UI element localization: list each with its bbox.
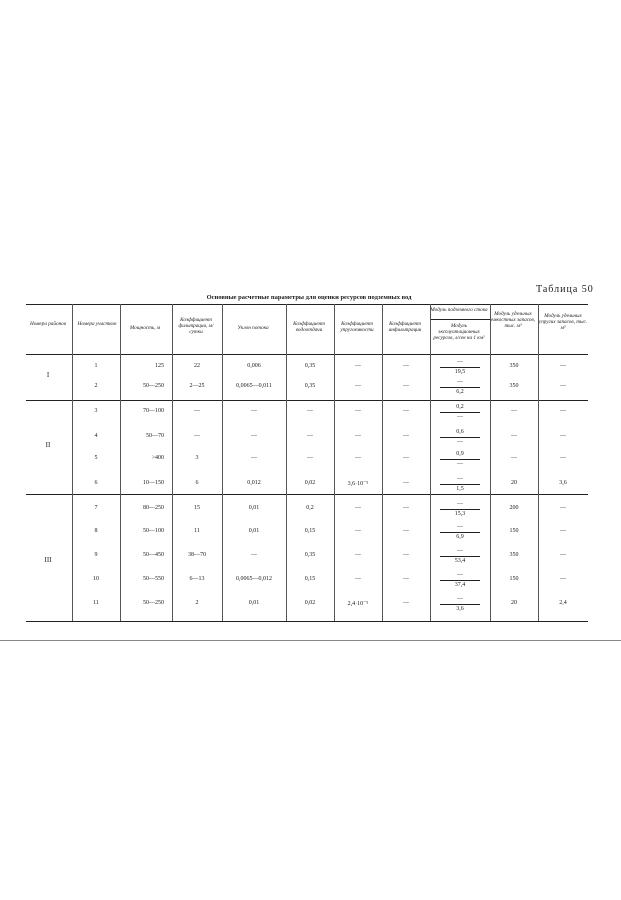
column-rule [538, 304, 539, 621]
header-slope: Уклон потока [237, 325, 269, 331]
cell-infiltration: — [403, 455, 409, 461]
cell-section: 6 [94, 480, 98, 486]
cell-infiltration: — [403, 600, 409, 606]
modulus-denominator: — [457, 461, 463, 467]
cell-elastic-reserves: — [560, 408, 566, 414]
cell-section: 1 [94, 363, 98, 369]
modulus-numerator: 0,6 [440, 428, 480, 438]
cell-infiltration: — [403, 433, 409, 439]
header-elastic: Коэффициент упругоемкости [340, 321, 374, 333]
cell-thickness: 50—70 [146, 433, 164, 439]
cell-modulus [440, 475, 480, 494]
modulus-numerator: — [440, 475, 480, 485]
cell-elastic-reserves: — [560, 505, 566, 511]
cell-filtration: 3 [195, 455, 199, 461]
column-rule [490, 304, 491, 621]
cell-capacity: 350 [509, 552, 519, 558]
cell-section: 4 [94, 433, 98, 439]
table-title: Основные расчетные параметры для оценки ресурсов подземных вод [206, 294, 412, 301]
cell-modulus [440, 571, 480, 590]
cell-elastic: 2,4·10⁻⁵ [347, 601, 369, 607]
cell-elastic-reserves: — [560, 576, 566, 582]
cell-thickness: 125 [155, 363, 164, 369]
cell-slope: 0,0065—0,012 [236, 576, 272, 582]
cell-elastic: 3,6·10⁻⁵ [347, 481, 369, 487]
table-rule [26, 400, 588, 401]
header-capacity: Модуль удельных емкостных запасов, тыс. м³ [490, 311, 536, 329]
cell-capacity: 150 [509, 576, 519, 582]
modulus-denominator: 6,9 [456, 534, 464, 540]
page-rule [0, 640, 621, 641]
modulus-denominator: 1,5 [456, 486, 464, 492]
cell-elastic-reserves: — [560, 433, 566, 439]
cell-elastic-reserves: 2,4 [559, 600, 567, 606]
cell-modulus [440, 450, 480, 469]
cell-infiltration: — [403, 528, 409, 534]
cell-elastic-reserves: — [560, 363, 566, 369]
cell-filtration: 22 [194, 363, 200, 369]
cell-slope: 0,01 [248, 528, 260, 534]
cell-slope: 0,006 [247, 363, 261, 369]
modulus-denominator: — [457, 439, 463, 445]
cell-water-yield: 0,15 [304, 576, 316, 582]
cell-modulus [440, 523, 480, 542]
header-thickness: Мощность, м [129, 325, 161, 331]
table-rule [26, 621, 588, 622]
cell-infiltration: — [403, 552, 409, 558]
cell-filtration: 15 [194, 505, 200, 511]
modulus-numerator: — [440, 358, 480, 368]
modulus-numerator: — [440, 595, 480, 605]
cell-water-yield: 0,15 [304, 528, 316, 534]
cell-modulus [440, 378, 480, 397]
cell-capacity: 20 [511, 600, 517, 606]
cell-elastic: — [355, 528, 361, 534]
header-section: Номера участков [77, 321, 117, 327]
cell-thickness: 50—250 [143, 383, 164, 389]
cell-elastic-reserves: — [560, 455, 566, 461]
cell-elastic-reserves: — [560, 552, 566, 558]
modulus-denominator: 3,6 [456, 606, 464, 612]
cell-filtration: 6—13 [189, 576, 205, 582]
cell-filtration: 2 [195, 600, 199, 606]
cell-infiltration: — [403, 576, 409, 582]
cell-capacity: 20 [511, 480, 517, 486]
cell-water-yield: 0,02 [304, 600, 316, 606]
cell-thickness: 70—100 [143, 408, 164, 414]
cell-thickness: 80—250 [143, 505, 164, 511]
cell-modulus [440, 500, 480, 519]
modulus-numerator: — [440, 571, 480, 581]
cell-slope: — [251, 455, 257, 461]
modulus-denominator: — [457, 414, 463, 420]
cell-slope: 0,01 [248, 600, 260, 606]
cell-filtration: 2—25 [189, 383, 205, 389]
district-label: II [45, 441, 51, 449]
cell-water-yield: 0,2 [306, 505, 314, 511]
cell-slope: — [251, 552, 257, 558]
cell-capacity: 350 [509, 363, 519, 369]
header-modulus-sub: Модуль эксплуатационных ресурсов, л/сек на 1 км² [433, 323, 485, 341]
modulus-denominator: 53,4 [454, 558, 466, 564]
district-label: I [46, 371, 50, 379]
cell-water-yield: 0,02 [304, 480, 316, 486]
header-filtration: Коэффициент фильтрации, м/сутки [178, 317, 214, 335]
modulus-denominator: 19,5 [454, 369, 466, 375]
modulus-denominator: 15,3 [454, 511, 466, 517]
cell-thickness: 50—100 [143, 528, 164, 534]
cell-slope: — [251, 433, 257, 439]
cell-capacity: — [511, 433, 517, 439]
cell-water-yield: 0,35 [304, 363, 316, 369]
cell-modulus [440, 595, 480, 614]
cell-section: 5 [94, 455, 98, 461]
cell-modulus [440, 428, 480, 447]
cell-capacity: 200 [509, 505, 519, 511]
modulus-numerator: 0,2 [440, 403, 480, 413]
cell-filtration: 6 [195, 480, 199, 486]
cell-water-yield: — [307, 408, 313, 414]
cell-capacity: — [511, 455, 517, 461]
cell-section: 7 [94, 505, 98, 511]
table-rule [26, 354, 588, 355]
data-table [26, 304, 588, 621]
district-label: III [44, 556, 52, 564]
header-water-yield: Коэффициент водоотдачи [293, 321, 325, 333]
table-number: Таблица 50 [536, 284, 594, 295]
column-rule [430, 304, 431, 621]
cell-water-yield: — [307, 455, 313, 461]
cell-water-yield: 0,35 [304, 552, 316, 558]
column-rule [382, 304, 383, 621]
cell-thickness: 50—550 [143, 576, 164, 582]
modulus-denominator: 37,4 [454, 582, 466, 588]
column-rule [120, 304, 121, 621]
cell-elastic: — [355, 363, 361, 369]
cell-section: 9 [94, 552, 98, 558]
column-rule [222, 304, 223, 621]
cell-section: 10 [93, 576, 99, 582]
header-infiltration: Коэффициент инфильтрации [388, 321, 422, 333]
cell-modulus [440, 358, 480, 377]
modulus-numerator: 0,9 [440, 450, 480, 460]
cell-modulus [440, 403, 480, 422]
column-rule [72, 304, 73, 621]
modulus-numerator: — [440, 547, 480, 557]
cell-modulus [440, 547, 480, 566]
cell-section: 2 [94, 383, 98, 389]
cell-infiltration: — [403, 363, 409, 369]
column-rule [286, 304, 287, 621]
table-rule [26, 304, 588, 305]
cell-filtration: 11 [194, 528, 200, 534]
cell-infiltration: — [403, 408, 409, 414]
cell-thickness: >400 [151, 455, 164, 461]
cell-elastic: — [355, 408, 361, 414]
cell-elastic-reserves: 3,6 [559, 480, 567, 486]
cell-elastic: — [355, 505, 361, 511]
cell-capacity: 150 [509, 528, 519, 534]
cell-elastic: — [355, 383, 361, 389]
cell-section: 8 [94, 528, 98, 534]
header-modulus-group: Модуль подземного стока [430, 307, 488, 313]
cell-elastic: — [355, 433, 361, 439]
header-elastic-reserves: Модуль удельных упругих запасов, тыс. м³ [538, 313, 588, 331]
cell-thickness: 50—250 [143, 600, 164, 606]
cell-elastic-reserves: — [560, 383, 566, 389]
cell-slope: 0,01 [248, 505, 260, 511]
cell-slope: 0,0065—0,011 [236, 383, 272, 389]
cell-elastic: — [355, 455, 361, 461]
modulus-numerator: — [440, 523, 480, 533]
cell-filtration: — [194, 408, 200, 414]
cell-slope: — [251, 408, 257, 414]
cell-water-yield: — [307, 433, 313, 439]
cell-thickness: 10—150 [143, 480, 164, 486]
modulus-numerator: — [440, 500, 480, 510]
cell-section: 11 [93, 600, 99, 606]
table-rule [26, 494, 588, 495]
cell-capacity: — [511, 408, 517, 414]
cell-capacity: 350 [509, 383, 519, 389]
cell-slope: 0,012 [247, 480, 261, 486]
header-district: Номера районов [29, 321, 67, 327]
cell-elastic-reserves: — [560, 528, 566, 534]
cell-infiltration: — [403, 480, 409, 486]
column-rule [334, 304, 335, 621]
column-rule [172, 304, 173, 621]
modulus-denominator: 6,2 [456, 389, 464, 395]
cell-section: 3 [94, 408, 98, 414]
cell-infiltration: — [403, 505, 409, 511]
cell-filtration: 38—70 [188, 552, 206, 558]
cell-infiltration: — [403, 383, 409, 389]
cell-elastic: — [355, 552, 361, 558]
table-rule [430, 319, 490, 320]
cell-elastic: — [355, 576, 361, 582]
cell-filtration: — [194, 433, 200, 439]
cell-thickness: 50—450 [143, 552, 164, 558]
modulus-numerator: — [440, 378, 480, 388]
cell-water-yield: 0,35 [304, 383, 316, 389]
